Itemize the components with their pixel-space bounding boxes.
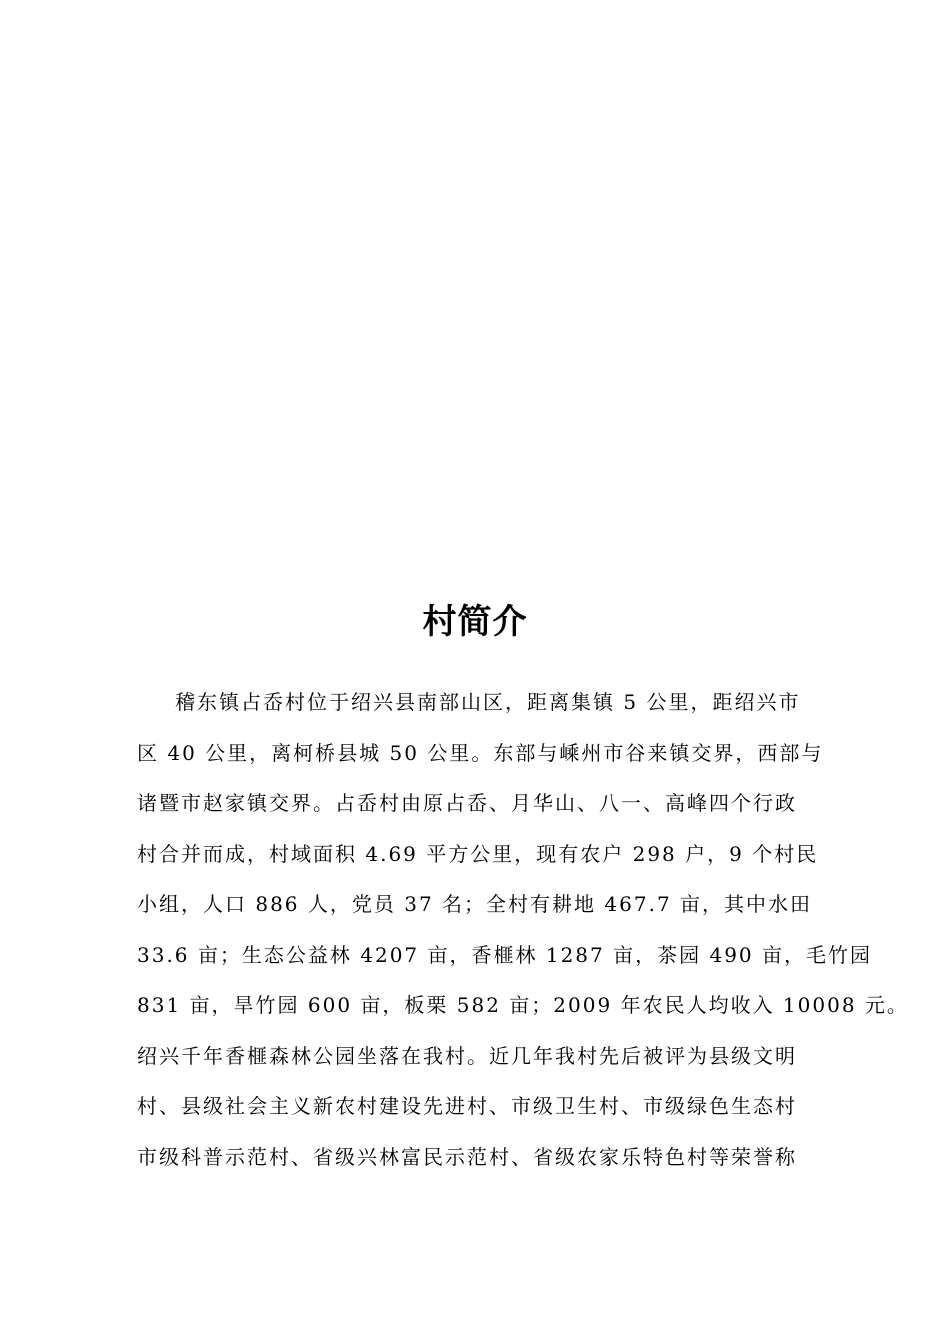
text-line: 诸暨市赵家镇交界。占岙村由原占岙、月华山、八一、高峰四个行政 xyxy=(137,791,797,815)
page-title: 村简介 xyxy=(422,602,528,642)
text-line: 区 40 公里，离柯桥县城 50 公里。东部与嵊州市谷来镇交界，西部与 xyxy=(137,740,824,765)
text-line: 831 亩，旱竹园 600 亩，板栗 582 亩；2009 年农民人均收入 10008 元。 xyxy=(137,993,909,1017)
text-line: 村合并而成，村域面积 4.69 平方公里，现有农户 298 户，9 个村民 xyxy=(137,841,819,866)
text-line: 绍兴千年香榧森林公园坐落在我村。近几年我村先后被评为县级文明 xyxy=(137,1043,797,1068)
body-paragraph xyxy=(137,677,909,1182)
text-line: 村、县级社会主义新农村建设先进村、市级卫生村、市级绿色生态村 xyxy=(137,1094,797,1118)
text-line: 33.6 亩；生态公益林 4207 亩，香榧林 1287 亩，茶园 490 亩，毛竹园 xyxy=(137,942,873,967)
text-line: 小组，人口 886 人，党员 37 名；全村有耕地 467.7 亩，其中水田 xyxy=(137,892,813,916)
text-line: 稽东镇占岙村位于绍兴县南部山区，距离集镇 5 公里，距绍兴市 xyxy=(175,690,801,714)
text-line: 市级科普示范村、省级兴林富民示范村、省级农家乐特色村等荣誉称 xyxy=(137,1144,797,1169)
